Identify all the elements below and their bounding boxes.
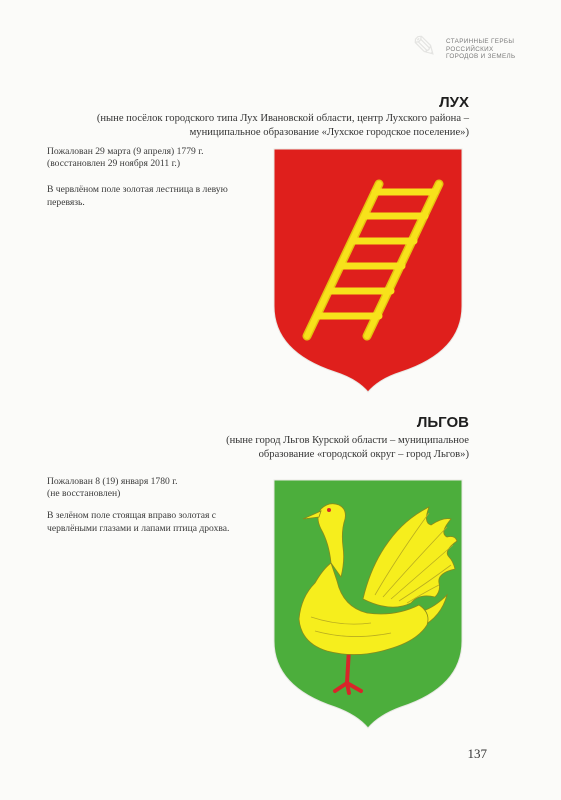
running-header: [446, 38, 515, 61]
restoration-status: (восстановлен 29 ноября 2011 г.): [47, 158, 181, 169]
blazon-text-luh: В червлёном поле золотая лестница в левую перевязь.: [47, 184, 228, 208]
page-number: 137: [467, 746, 487, 761]
subtitle-line: (ныне посёлок городского типа Лух Ивановской области, центр Лухского района –: [96, 113, 469, 124]
running-header-line: СТАРИННЫЕ ГЕРБЫ: [446, 38, 515, 45]
entry-info-lgov: [47, 476, 177, 500]
restoration-status: (не восстановлен): [47, 488, 121, 499]
header-ornament-icon: ✎: [412, 31, 438, 64]
blazon-text-lgov: В зелёном поле стоящая вправо золотая с червлёными глазами и лапами птица дрохва.: [47, 510, 230, 534]
coat-of-arms-luh: [271, 146, 465, 394]
granted-date: Пожалован 8 (19) января 1780 г.: [47, 476, 178, 487]
running-header-line: ГОРОДОВ И ЗЕМЕЛЬ: [446, 53, 516, 61]
entry-subtitle-luh: [97, 112, 469, 139]
entry-info-luh: [47, 146, 203, 170]
subtitle-line: муниципальное образование «Лухское городское поселение»): [189, 126, 469, 138]
granted-date: Пожалован 29 марта (9 апреля) 1779 г.: [47, 146, 204, 157]
coat-of-arms-lgov: [271, 477, 465, 730]
subtitle-line: образование «городской округ – город Льгов»): [258, 448, 469, 460]
subtitle-line: (ныне город Льгов Курской области – муниципальное: [226, 435, 469, 446]
entry-title-lgov: ЛЬГОВ: [416, 414, 469, 431]
entry-title-luh: ЛУХ: [439, 94, 469, 111]
running-header-line: РОССИЙСКИХ: [446, 45, 494, 53]
entry-subtitle-lgov: [226, 434, 469, 461]
